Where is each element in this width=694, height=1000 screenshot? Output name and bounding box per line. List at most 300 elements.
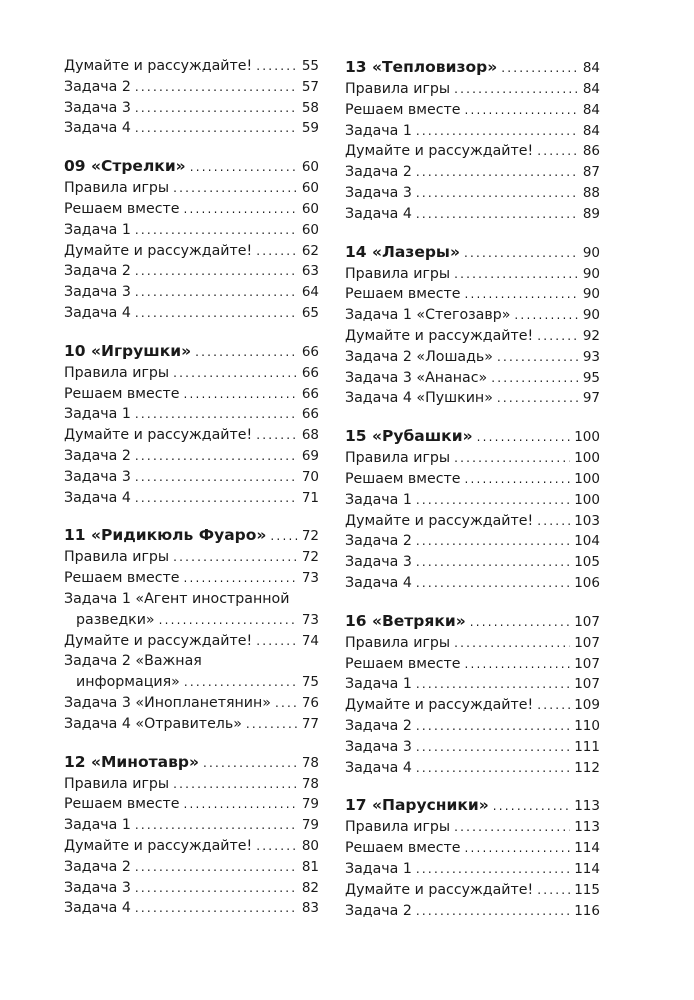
page-number: 87 [582,164,600,181]
page-number: 77 [301,715,319,732]
page-number: 69 [301,447,319,464]
toc-section-heading [64,340,319,362]
toc-entry [64,282,319,303]
toc-left-column [64,56,319,935]
toc-section [345,241,600,410]
page-number: 59 [301,120,319,137]
toc-entry [64,56,319,77]
entry-title: Решаем вместе [64,200,180,217]
page-number: 79 [301,817,319,834]
dot-leader [135,878,298,899]
dot-leader [465,654,571,675]
dot-leader [465,100,579,121]
entry-title: Думайте и рассуждайте! [345,881,534,898]
dot-leader [477,426,571,448]
toc-entry [64,836,319,857]
toc-section-heading [345,56,600,78]
entry-title: Задача 3 [345,554,412,571]
dot-leader [135,220,298,241]
page-number: 107 [574,676,600,693]
page-number: 100 [574,429,600,446]
page-number: 111 [574,738,600,755]
page-number: 115 [574,881,600,898]
toc-entry [64,118,319,139]
dot-leader [184,672,298,693]
toc-entry [64,199,319,220]
toc-entry [345,79,600,100]
dot-leader [537,141,579,162]
entry-title: Решаем вместе [64,385,180,402]
dot-leader [270,525,297,547]
dot-leader [173,363,298,384]
toc-entry [64,714,319,735]
dot-leader [537,695,570,716]
dot-leader [184,384,298,405]
toc-entry [345,817,600,838]
entry-title: Задача 1 «Агент иностранной [64,590,290,607]
entry-title: Задача 4 [345,759,412,776]
page-number: 70 [301,468,319,485]
page-number: 112 [574,759,600,776]
page-number: 66 [301,343,319,360]
dot-leader [497,388,579,409]
page-number: 72 [301,528,319,545]
entry-title: Задача 2 [345,164,412,181]
toc-section [64,524,319,734]
dot-leader [135,282,298,303]
dot-leader [454,633,570,654]
toc-entry [345,368,600,389]
entry-title: Решаем вместе [345,840,461,857]
toc-entry [345,100,600,121]
dot-leader [491,368,579,389]
dot-leader [454,448,570,469]
page-number: 84 [582,60,600,76]
entry-title: Задача 2 «Лошадь» [345,348,493,365]
dot-leader [135,77,298,98]
page-number: 90 [582,244,600,261]
dot-leader [537,511,570,532]
page-number: 66 [301,385,319,402]
page-number: 84 [582,122,600,139]
section-title: 17 «Парусники» [345,796,489,815]
entry-title: Думайте и рассуждайте! [64,427,253,444]
entry-title: Задача 1 [345,491,412,508]
dot-leader [135,488,298,509]
page-number: 66 [301,364,319,381]
page-number: 78 [301,754,319,771]
entry-title: Задача 3 [345,184,412,201]
page-number: 66 [301,406,319,423]
entry-title: Задача 1 [64,817,131,834]
entry-title: Задача 3 [64,468,131,485]
page-number: 84 [582,101,600,118]
dot-leader [416,573,570,594]
toc-entry [64,794,319,815]
dot-leader [135,118,298,139]
dot-leader [184,568,298,589]
toc-section [345,794,600,921]
entry-title: Задача 1 [64,406,131,423]
page-number: 60 [301,200,319,217]
dot-leader [275,693,298,714]
dot-leader [195,341,298,363]
dot-leader [464,242,579,264]
dot-leader [416,859,570,880]
entry-title: информация» [76,674,180,691]
dot-leader [135,98,298,119]
page-number: 109 [574,697,600,714]
dot-leader [190,156,298,178]
toc-section-heading [64,524,319,546]
dot-leader [454,817,570,838]
toc-entry [345,758,600,779]
toc-entry [64,857,319,878]
entry-title: Задача 3 «Инопланетянин» [64,694,271,711]
dot-leader [454,264,579,285]
dot-leader [173,774,298,795]
dot-leader [514,305,578,326]
toc-section-heading [345,610,600,632]
page-number: 78 [301,775,319,792]
dot-leader [416,531,570,552]
entry-title: Правила игры [64,364,170,381]
dot-leader [135,898,298,919]
toc-entry [345,347,600,368]
toc-entry [64,261,319,282]
entry-title: Думайте и рассуждайте! [64,242,253,259]
page-number: 84 [582,81,600,97]
page-number: 107 [574,613,600,630]
toc-entry [345,141,600,162]
page-number: 114 [574,840,600,857]
toc-entry [64,774,319,795]
entry-title: Задача 4 [345,205,412,222]
page-number: 71 [301,489,319,506]
toc-entry [64,303,319,324]
page-number: 103 [574,512,600,529]
page-number: 113 [574,798,600,815]
page-number: 81 [301,858,319,875]
entry-title: разведки» [76,611,155,628]
toc-entry [345,838,600,859]
entry-title: Задача 2 [64,447,131,464]
page-number: 60 [301,159,319,176]
dot-leader [416,121,579,142]
section-title: 11 «Ридикюль Фуаро» [64,526,267,545]
entry-title: Задача 2 [64,78,131,95]
entry-title: Правила игры [345,819,451,836]
entry-title: Думайте и рассуждайте! [345,327,534,344]
dot-leader [203,752,298,774]
page-number: 90 [582,265,600,282]
toc-entry [345,573,600,594]
entry-title: Решаем вместе [345,655,461,672]
page-number: 105 [574,554,600,571]
page-number: 100 [574,491,600,508]
toc-entry [64,610,319,631]
toc-entry [64,815,319,836]
entry-title: Задача 2 [345,533,412,550]
toc-entry [345,448,600,469]
entry-title: Задача 2 [345,717,412,734]
entry-title: Правила игры [345,81,451,97]
page-number: 107 [574,655,600,672]
page-number: 83 [301,900,319,917]
page-number: 60 [301,180,319,197]
entry-title: Решаем вместе [64,570,180,587]
page-number: 92 [582,327,600,344]
entry-title: Думайте и рассуждайте! [345,697,534,714]
toc-entry [345,183,600,204]
toc-entry [345,284,600,305]
dot-leader [256,631,298,652]
toc-entry [64,568,319,589]
entry-title: Задача 4 [345,574,412,591]
page-number: 107 [574,634,600,651]
toc-entry [64,672,319,693]
dot-leader [416,204,579,225]
toc-section-heading [345,794,600,816]
toc-entry [64,547,319,568]
page-number: 80 [301,837,319,854]
entry-title: Решаем вместе [64,796,180,813]
dot-leader [537,880,570,901]
page-number: 63 [301,263,319,280]
dot-leader [501,57,579,79]
toc-entry [64,384,319,405]
dot-leader [135,303,298,324]
page-number: 57 [301,78,319,95]
toc-entry [64,363,319,384]
page-number: 113 [574,819,600,836]
toc-entry [64,178,319,199]
entry-title: Задача 4 [64,900,131,917]
page-number: 90 [582,286,600,303]
entry-title: Решаем вместе [345,470,461,487]
entry-title: Думайте и рассуждайте! [345,512,534,529]
entry-title: Думайте и рассуждайте! [64,837,253,854]
section-title: 09 «Стрелки» [64,157,186,176]
page-number: 73 [301,611,319,628]
section-title: 10 «Игрушки» [64,341,192,360]
entry-title: Думайте и рассуждайте! [64,632,253,649]
dot-leader [135,815,298,836]
dot-leader [465,284,579,305]
page-number: 79 [301,796,319,813]
entry-title: Задача 4 «Пушкин» [345,390,493,407]
page-number: 73 [301,570,319,587]
toc-right-column [345,56,600,937]
page-number: 64 [301,284,319,301]
dot-leader [246,714,298,735]
toc-entry [345,674,600,695]
dot-leader [416,758,570,779]
page-number: 72 [301,549,319,566]
dot-leader [135,446,298,467]
toc-entry [345,880,600,901]
toc-entry [345,654,600,675]
entry-title: Задача 3 [64,879,131,896]
toc-entry [345,305,600,326]
entry-title: Задача 1 [345,676,412,693]
dot-leader [256,56,298,77]
entry-title: Задача 1 [345,122,412,139]
section-title: 13 «Тепловизор» [345,58,498,76]
page-number: 106 [574,574,600,591]
toc-entry [345,511,600,532]
dot-leader [416,737,570,758]
toc-section-heading [345,241,600,263]
toc-entry [64,241,319,262]
dot-leader [493,795,570,817]
toc-entry [64,220,319,241]
toc-entry [345,204,600,225]
dot-leader [256,241,298,262]
page-number: 97 [582,390,600,407]
toc-entry [345,490,600,511]
entry-title: Правила игры [64,549,170,566]
dot-leader [416,490,570,511]
page-number: 74 [301,632,319,649]
page-number: 104 [574,533,600,550]
page-number: 95 [582,369,600,386]
page-number: 55 [301,58,319,74]
toc-section [345,425,600,594]
toc-entry [345,121,600,142]
dot-leader [173,547,298,568]
page-number: 88 [582,184,600,201]
toc-entry [345,716,600,737]
dot-leader [256,836,298,857]
dot-leader [184,794,298,815]
entry-title: Думайте и рассуждайте! [64,58,253,74]
dot-leader [159,610,298,631]
entry-title: Задача 4 [64,120,131,137]
dot-leader [416,901,570,922]
toc-entry [64,446,319,467]
toc-entry [64,631,319,652]
toc-section [64,155,319,324]
section-title: 15 «Рубашки» [345,427,473,446]
page-number: 114 [574,860,600,877]
dot-leader [135,404,298,425]
dot-leader [465,838,571,859]
toc-section-heading [345,425,600,447]
toc-entry [345,264,600,285]
toc-entry [64,467,319,488]
entry-title: Правила игры [345,265,451,282]
dot-leader [416,183,579,204]
page-number: 90 [582,307,600,324]
entry-title: Задача 4 [64,489,131,506]
dot-leader [135,467,298,488]
section-title: 16 «Ветряки» [345,611,466,630]
toc-entry [64,404,319,425]
page-number: 76 [301,694,319,711]
page-number: 86 [582,143,600,160]
page-number: 93 [582,348,600,365]
toc-entry [64,589,319,610]
page-number: 60 [301,221,319,238]
toc-entry [345,737,600,758]
page-number: 110 [574,717,600,734]
dot-leader [416,674,570,695]
page-number: 68 [301,427,319,444]
dot-leader [497,347,579,368]
toc-section [64,340,319,509]
dot-leader [135,857,298,878]
page-number: 100 [574,470,600,487]
entry-title: Правила игры [64,180,170,197]
toc-entry [64,98,319,119]
section-title: 12 «Минотавр» [64,752,199,771]
entry-title: Думайте и рассуждайте! [345,143,534,160]
entry-title: Задача 3 [345,738,412,755]
dot-leader [416,716,570,737]
page-number: 116 [574,902,600,919]
entry-title: Задача 2 [345,902,412,919]
toc-entry [345,552,600,573]
dot-leader [173,178,298,199]
page-number: 82 [301,879,319,896]
toc-entry [64,488,319,509]
page-number: 100 [574,450,600,467]
entry-title: Задача 1 [64,221,131,238]
page-number: 75 [301,674,319,691]
toc-entry [64,425,319,446]
entry-title: Правила игры [345,450,451,467]
toc-section [64,751,319,920]
entry-title: Задача 4 [64,304,131,321]
toc-entry [345,162,600,183]
dot-leader [537,326,579,347]
page-number: 89 [582,205,600,222]
page-number: 65 [301,304,319,321]
dot-leader [416,552,570,573]
entry-title: Задача 1 «Стегозавр» [345,307,511,324]
toc-entry [345,633,600,654]
dot-leader [454,79,579,100]
entry-title: Задача 3 «Ананас» [345,369,488,386]
toc-entry [345,326,600,347]
entry-title: Правила игры [345,634,451,651]
entry-title: Задача 2 [64,858,131,875]
toc-entry [345,695,600,716]
dot-leader [470,611,570,633]
section-title: 14 «Лазеры» [345,242,460,261]
toc-entry [64,878,319,899]
toc-entry [64,898,319,919]
toc-section [345,610,600,779]
toc-entry [345,901,600,922]
toc-section [345,56,600,225]
dot-leader [416,162,579,183]
toc-section [64,56,319,139]
toc-entry [64,651,319,672]
entry-title: Решаем вместе [345,286,461,303]
toc-section-heading [64,155,319,177]
entry-title: Задача 4 «Отравитель» [64,715,242,732]
entry-title: Правила игры [64,775,170,792]
toc-entry [345,859,600,880]
toc-entry [64,77,319,98]
toc-entry [345,531,600,552]
entry-title: Решаем вместе [345,101,461,118]
toc-entry [345,469,600,490]
entry-title: Задача 3 [64,99,131,116]
entry-title: Задача 3 [64,284,131,301]
